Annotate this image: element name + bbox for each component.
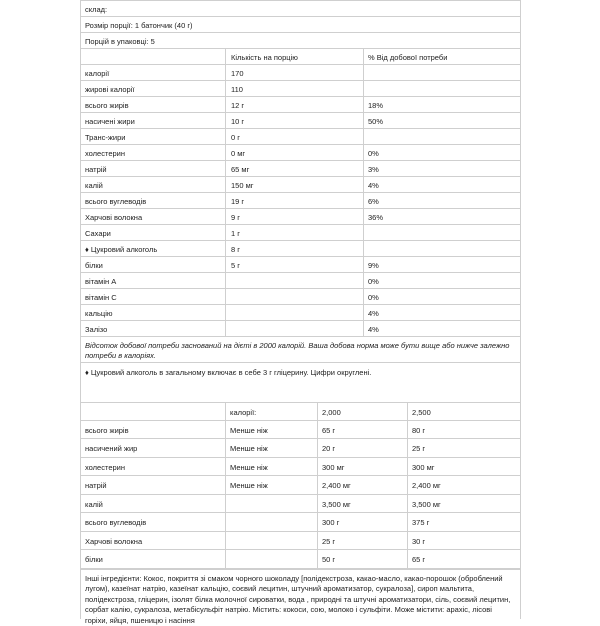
reference-row	[81, 421, 520, 440]
column-header-daily-value: % Від добової потреби	[368, 53, 448, 62]
nutrient-row	[81, 257, 520, 273]
nutrient-name: Залізо	[85, 325, 108, 334]
nutrient-name: калій	[85, 181, 103, 190]
nutrient-daily-value: 50%	[368, 117, 384, 126]
nutrient-amount: 170	[231, 69, 244, 78]
nutrient-row	[81, 177, 520, 193]
composition-label-row	[81, 1, 520, 17]
nutrient-amount: 65 мг	[231, 165, 250, 174]
reference-value-2500: 2,500	[412, 408, 431, 417]
reference-nutrient: Харчові волокна	[85, 536, 143, 546]
nutrient-name: вітамін А	[85, 277, 117, 286]
nutrient-name: натрій	[85, 165, 107, 174]
nutrient-daily-value: 0%	[368, 149, 379, 158]
reference-nutrient: всього жирів	[85, 425, 129, 435]
daily-value-note: Відсоток добової потреби заснований на дієті в 2000 калорій. Ваша добова норма може бути вище або нижче залежно потреби в калоріях.	[81, 337, 520, 363]
nutrient-name: Харчові волокна	[85, 213, 143, 222]
nutrient-name: кальцію	[85, 309, 113, 318]
reference-nutrient: калій	[85, 499, 103, 509]
column-divider	[407, 402, 408, 569]
nutrient-amount: 12 г	[231, 101, 245, 110]
nutrient-name: жирові калорії	[85, 85, 135, 94]
nutrient-daily-value: 36%	[368, 213, 384, 222]
reference-value-2000: 300 г	[322, 518, 340, 527]
reference-value-2000: 20 г	[322, 444, 336, 453]
reference-row	[81, 402, 520, 421]
reference-value-2000: 300 мг	[322, 462, 345, 472]
nutrient-amount: 10 г	[231, 117, 245, 126]
column-divider	[225, 402, 226, 569]
nutrient-name: всього вуглеводів	[85, 197, 147, 206]
nutrient-daily-value: 0%	[368, 277, 379, 286]
nutrient-row	[81, 193, 520, 209]
nutrient-daily-value: 9%	[368, 261, 379, 270]
reference-value-2500: 3,500 мг	[412, 499, 441, 509]
nutrient-row	[81, 113, 520, 129]
reference-row	[81, 495, 520, 514]
nutrient-daily-value: 4%	[368, 181, 379, 190]
nutrient-name: калорії	[85, 69, 110, 78]
column-divider	[363, 49, 364, 337]
nutrient-row	[81, 241, 520, 257]
nutrient-row	[81, 97, 520, 113]
nutrient-row	[81, 81, 520, 97]
composition-label: склад:	[85, 5, 108, 14]
reference-row	[81, 476, 520, 495]
reference-nutrient: насичений жир	[85, 444, 138, 453]
reference-value-2000: 25 г	[322, 536, 336, 546]
reference-qualifier: калорії:	[230, 408, 257, 417]
nutrient-name: вітамін С	[85, 293, 117, 302]
reference-row	[81, 532, 520, 551]
reference-nutrient: білки	[85, 555, 103, 564]
reference-value-2500: 80 г	[412, 425, 426, 435]
reference-table	[81, 402, 520, 569]
nutrient-name: всього жирів	[85, 101, 129, 110]
reference-value-2500: 375 г	[412, 518, 430, 527]
nutrient-name: насичені жири	[85, 117, 135, 126]
nutrient-amount: 19 г	[231, 197, 245, 206]
nutrient-amount: 150 мг	[231, 181, 254, 190]
reference-nutrient: холестерин	[85, 462, 125, 472]
nutrition-panel	[80, 1, 521, 625]
nutrient-row	[81, 289, 520, 305]
column-header-amount: Кількість на порцію	[231, 53, 298, 62]
reference-value-2000: 3,500 мг	[322, 499, 351, 509]
reference-row	[81, 550, 520, 569]
nutrient-daily-value: 18%	[368, 101, 384, 110]
reference-value-2500: 300 мг	[412, 462, 435, 472]
nutrition-header-row	[81, 49, 520, 65]
nutrient-name: холестерин	[85, 149, 125, 158]
reference-qualifier: Менше ніж	[230, 462, 268, 472]
nutrient-row	[81, 65, 520, 81]
column-divider	[225, 49, 226, 337]
sugar-alcohol-note: ♦ Цукровий алкоголь в загальному включає в себе 3 г гліцерину. Цифри округлені.	[85, 368, 372, 377]
nutrient-amount: 8 г	[231, 245, 240, 254]
nutrient-name: Транс-жири	[85, 133, 126, 142]
nutrient-amount: 1 г	[231, 229, 240, 238]
nutrient-daily-value: 0%	[368, 293, 379, 302]
ingredients-text: Інші інгредієнти: Кокос, покриття зі смаком чорного шоколаду [полідекстроза, какао-масло, какао-порошок (оброблений лугом), казеїнат натрію, казеїнат кальцію, соєвий лецитин, штучний ароматизатор, сукралоза], сироп мальтита, полідекстроза, гліцерин, ізолят білка молочної сироватки, вода , природні та штучні ароматизатори, сіль, соєвий лецитин, сорбат калію, сукралоза, метабісульфіт натрію. Містить: кокоси, сою, молоко і сульфіти. Може містити: арахіс, лісові горіхи, яйця, пшеницю і насіння	[81, 569, 520, 619]
reference-nutrient: натрій	[85, 481, 107, 490]
nutrient-daily-value: 4%	[368, 309, 379, 318]
serving-size: Розмір порції: 1 батончик (40 г)	[85, 21, 193, 30]
reference-qualifier: Менше ніж	[230, 444, 268, 453]
nutrient-name: ♦ Цукровий алкоголь	[85, 245, 158, 254]
nutrient-amount: 5 г	[231, 261, 240, 270]
reference-qualifier: Менше ніж	[230, 481, 268, 490]
nutrition-facts-document	[80, 0, 521, 625]
reference-value-2500: 65 г	[412, 555, 426, 564]
column-divider	[317, 402, 318, 569]
nutrient-amount: 0 г	[231, 133, 240, 142]
nutrient-rows	[81, 65, 520, 337]
nutrient-row	[81, 305, 520, 321]
nutrient-daily-value: 3%	[368, 165, 379, 174]
reference-row	[81, 458, 520, 477]
nutrient-amount: 0 мг	[231, 149, 246, 158]
nutrient-row	[81, 209, 520, 225]
nutrient-name: Сахари	[85, 229, 111, 238]
nutrient-name: білки	[85, 261, 103, 270]
nutrient-row	[81, 161, 520, 177]
nutrient-row	[81, 145, 520, 161]
reference-nutrient: всього вуглеводів	[85, 518, 147, 527]
nutrient-amount: 110	[231, 85, 243, 94]
servings-per-package: Порцій в упаковці: 5	[85, 37, 155, 46]
nutrient-daily-value: 4%	[368, 325, 379, 334]
reference-value-2000: 65 г	[322, 425, 336, 435]
reference-value-2500: 25 г	[412, 444, 426, 453]
nutrient-row	[81, 321, 520, 337]
serving-size-row	[81, 17, 520, 33]
reference-row	[81, 439, 520, 458]
servings-per-package-row	[81, 33, 520, 49]
nutrient-row	[81, 273, 520, 289]
nutrient-amount: 9 г	[231, 213, 240, 222]
nutrient-row	[81, 129, 520, 145]
reference-row	[81, 513, 520, 532]
reference-value-2000: 2,000	[322, 408, 341, 417]
nutrient-row	[81, 225, 520, 241]
nutrient-daily-value: 6%	[368, 197, 379, 206]
reference-value-2500: 2,400 мг	[412, 481, 441, 490]
reference-qualifier: Менше ніж	[230, 425, 268, 435]
reference-value-2000: 2,400 мг	[322, 481, 351, 490]
reference-value-2500: 30 г	[412, 536, 426, 546]
reference-value-2000: 50 г	[322, 555, 336, 564]
